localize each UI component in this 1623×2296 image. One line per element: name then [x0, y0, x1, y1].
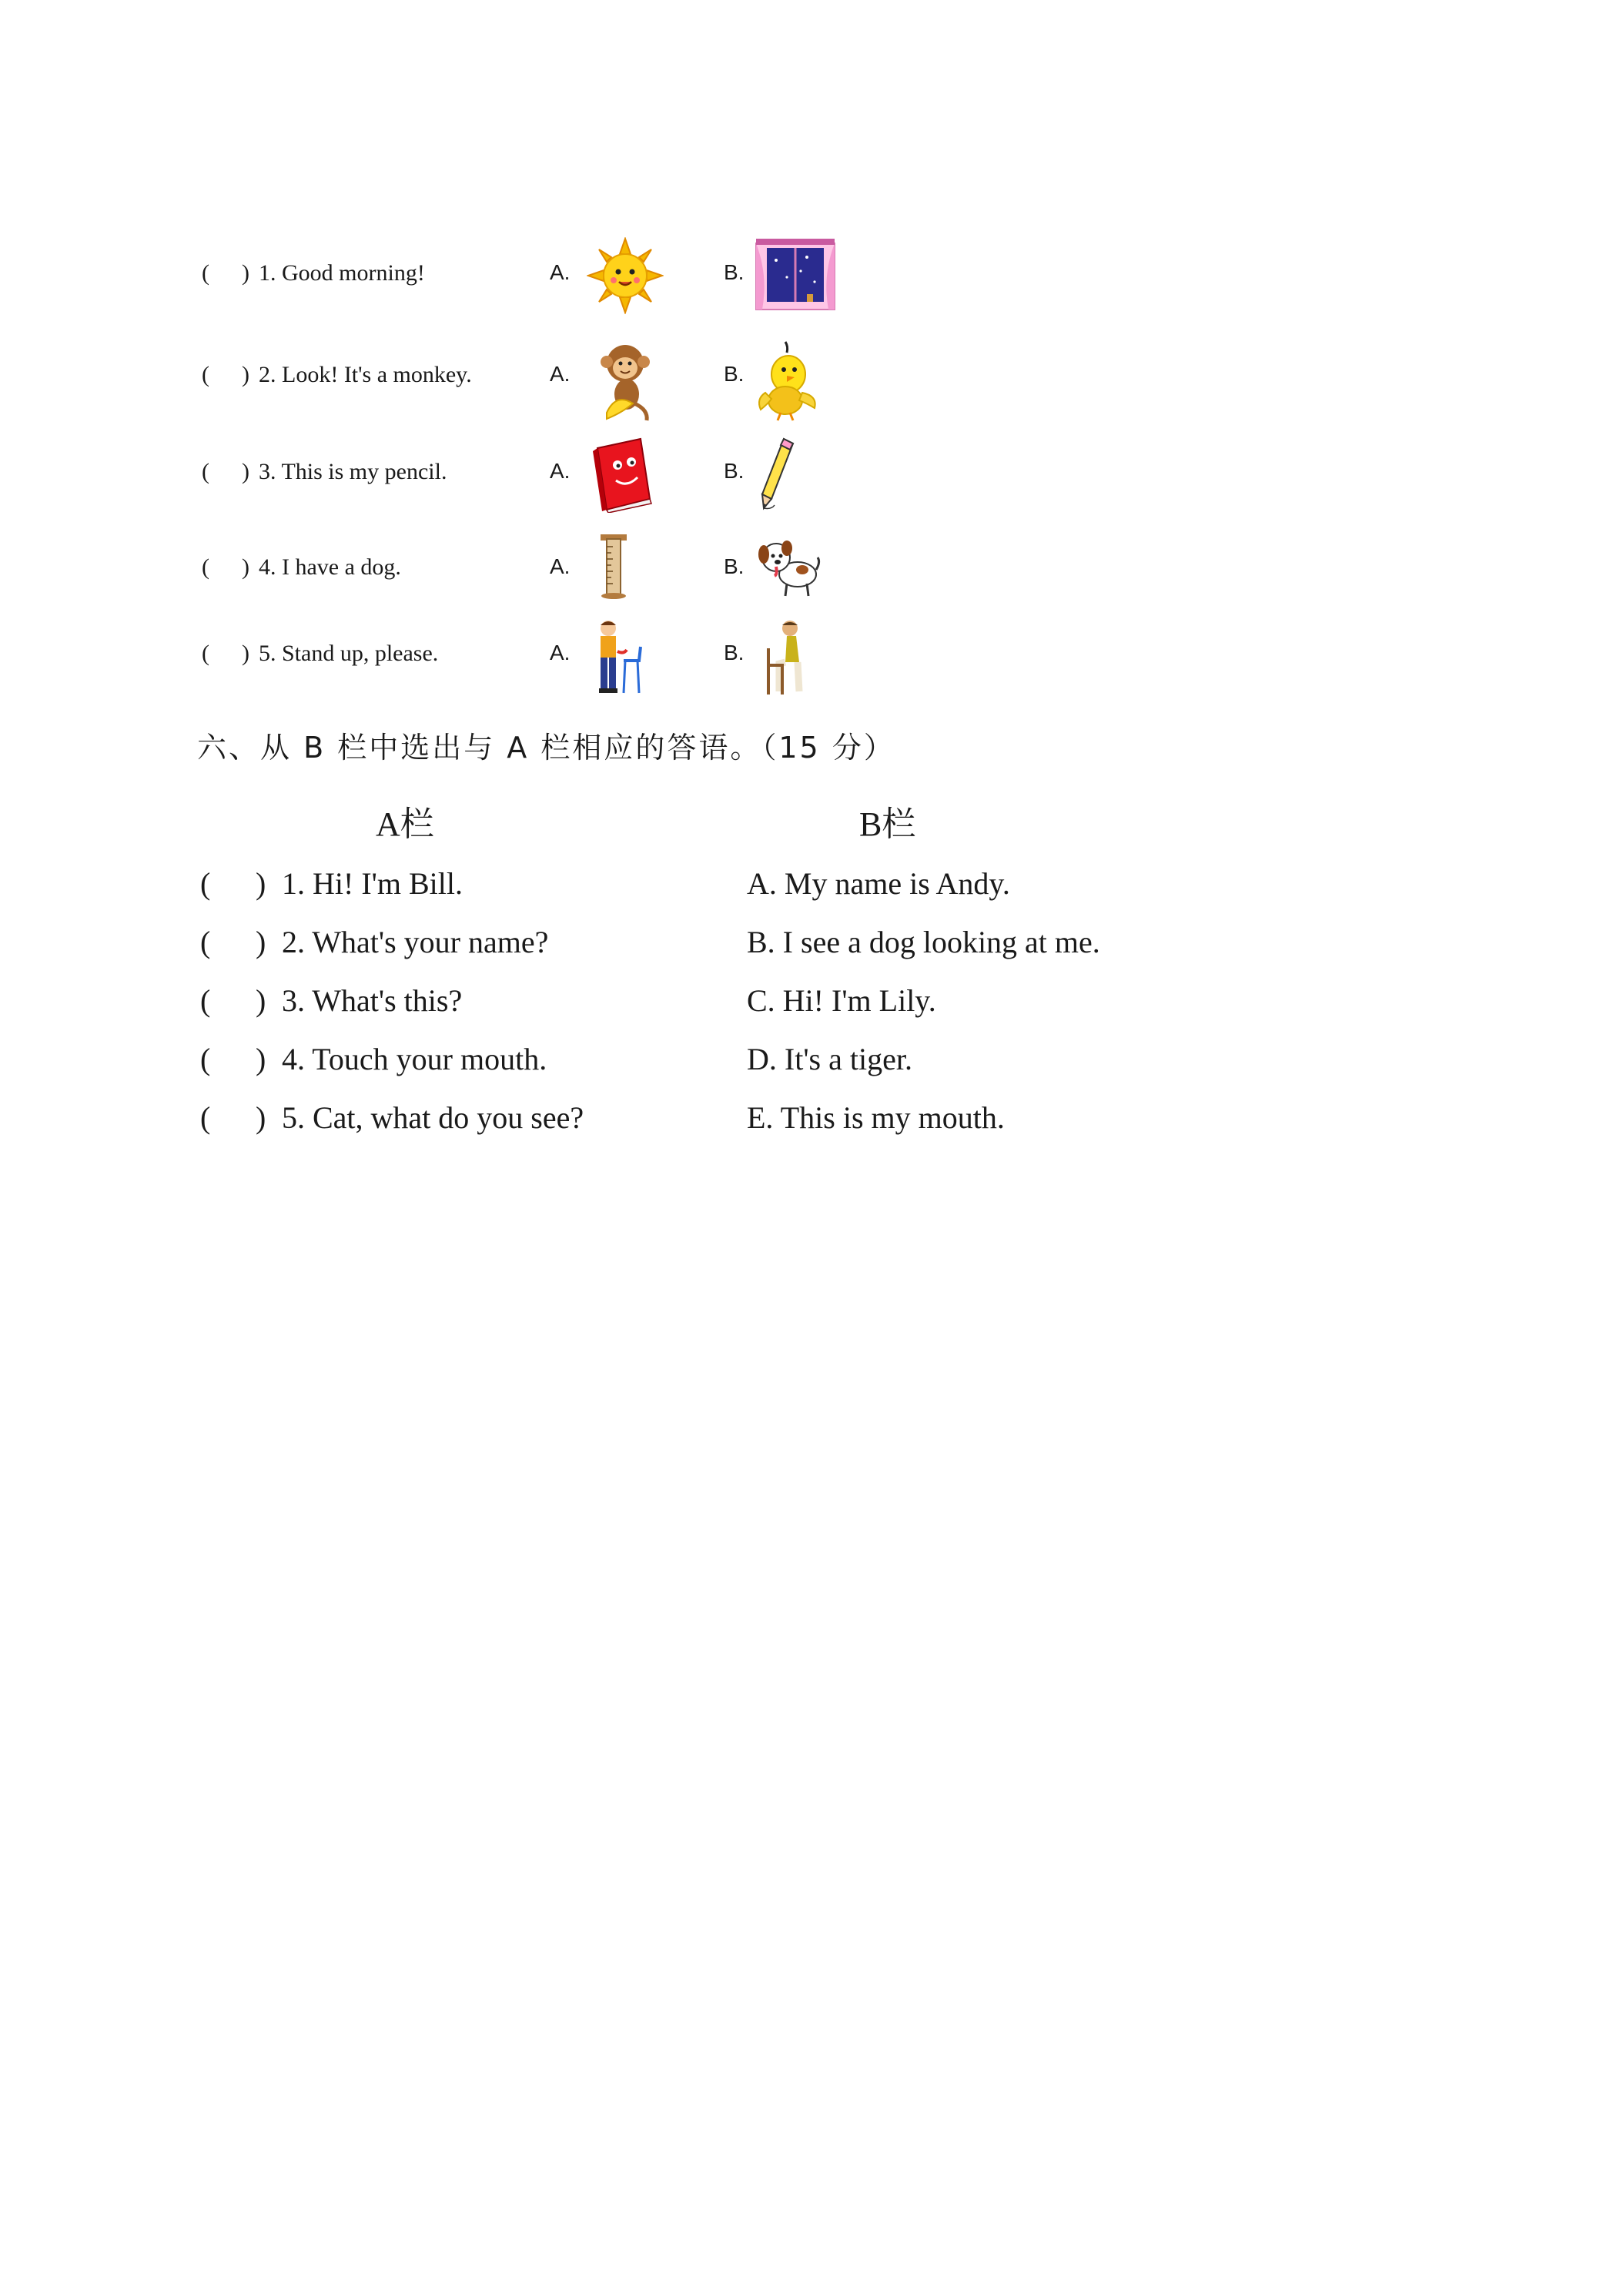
- boy-standing-by-chair-icon: [587, 618, 648, 698]
- column-a-item: 3. What's this?: [282, 983, 463, 1018]
- answer-paren-close: ): [256, 1042, 266, 1076]
- picture-question: [0, 339, 1623, 423]
- answer-paren-close: ): [242, 459, 249, 484]
- column-a-header: A栏: [376, 805, 434, 843]
- answer-paren-open: (: [202, 554, 209, 580]
- column-a-item: 4. Touch your mouth.: [282, 1042, 547, 1076]
- pencil-icon: [753, 436, 799, 513]
- column-b-item: D. It's a tiger.: [747, 1042, 912, 1076]
- matching-row: [0, 1041, 1623, 1095]
- answer-paren-close: ): [242, 260, 249, 286]
- answer-paren-open: (: [200, 925, 211, 959]
- answer-paren-close: ): [256, 866, 266, 901]
- answer-paren-close: ): [242, 554, 249, 580]
- night-window-icon: [753, 237, 838, 314]
- sun-icon: [587, 237, 664, 314]
- column-a-item: 2. What's your name?: [282, 925, 549, 959]
- matching-row: [0, 1099, 1623, 1153]
- option-b-label: B.: [724, 554, 745, 578]
- answer-paren-open: (: [200, 983, 211, 1018]
- question-text: 3. This is my pencil.: [259, 459, 447, 484]
- option-a-label: A.: [550, 459, 571, 483]
- answer-paren-close: ): [242, 641, 249, 666]
- answer-paren-open: (: [200, 1100, 211, 1135]
- picture-question: [0, 436, 1623, 520]
- picture-question: [0, 237, 1623, 322]
- answer-paren-close: ): [256, 925, 266, 959]
- answer-paren-open: (: [200, 866, 211, 901]
- matching-row: [0, 865, 1623, 919]
- section-six-heading: 六、从 B 栏中选出与 A 栏相应的答语。（15 分）: [197, 731, 895, 765]
- column-b-header: B栏: [859, 805, 916, 843]
- answer-paren-open: (: [200, 1042, 211, 1076]
- monkey-icon: [587, 339, 664, 423]
- option-a-label: A.: [550, 260, 571, 284]
- person-sitting-down-icon: [753, 618, 815, 698]
- ruler-icon: [587, 531, 641, 601]
- column-b-item: C. Hi! I'm Lily.: [747, 983, 936, 1018]
- book-icon: [587, 436, 656, 513]
- answer-paren-close: ): [256, 983, 266, 1018]
- matching-row: [0, 924, 1623, 978]
- question-text: 1. Good morning!: [259, 260, 425, 286]
- option-a-label: A.: [550, 362, 571, 386]
- answer-paren-open: (: [202, 362, 209, 387]
- dog-icon: [753, 531, 822, 601]
- option-a-label: A.: [550, 554, 571, 578]
- picture-question: [0, 618, 1623, 702]
- matching-row: [0, 982, 1623, 1036]
- option-a-label: A.: [550, 641, 571, 664]
- picture-question: [0, 531, 1623, 616]
- question-text: 2. Look! It's a monkey.: [259, 362, 472, 387]
- option-b-label: B.: [724, 260, 745, 284]
- column-b-item: B. I see a dog looking at me.: [747, 925, 1100, 959]
- option-b-label: B.: [724, 641, 745, 664]
- column-b-item: A. My name is Andy.: [747, 866, 1010, 901]
- option-b-label: B.: [724, 459, 745, 483]
- question-text: 5. Stand up, please.: [259, 641, 439, 666]
- column-b-item: E. This is my mouth.: [747, 1100, 1005, 1135]
- column-a-item: 5. Cat, what do you see?: [282, 1100, 584, 1135]
- option-b-label: B.: [724, 362, 745, 386]
- answer-paren-open: (: [202, 459, 209, 484]
- question-text: 4. I have a dog.: [259, 554, 401, 580]
- bird-icon: [753, 339, 822, 423]
- answer-paren-open: (: [202, 641, 209, 666]
- column-a-item: 1. Hi! I'm Bill.: [282, 866, 463, 901]
- answer-paren-close: ): [256, 1100, 266, 1135]
- answer-paren-open: (: [202, 260, 209, 286]
- answer-paren-close: ): [242, 362, 249, 387]
